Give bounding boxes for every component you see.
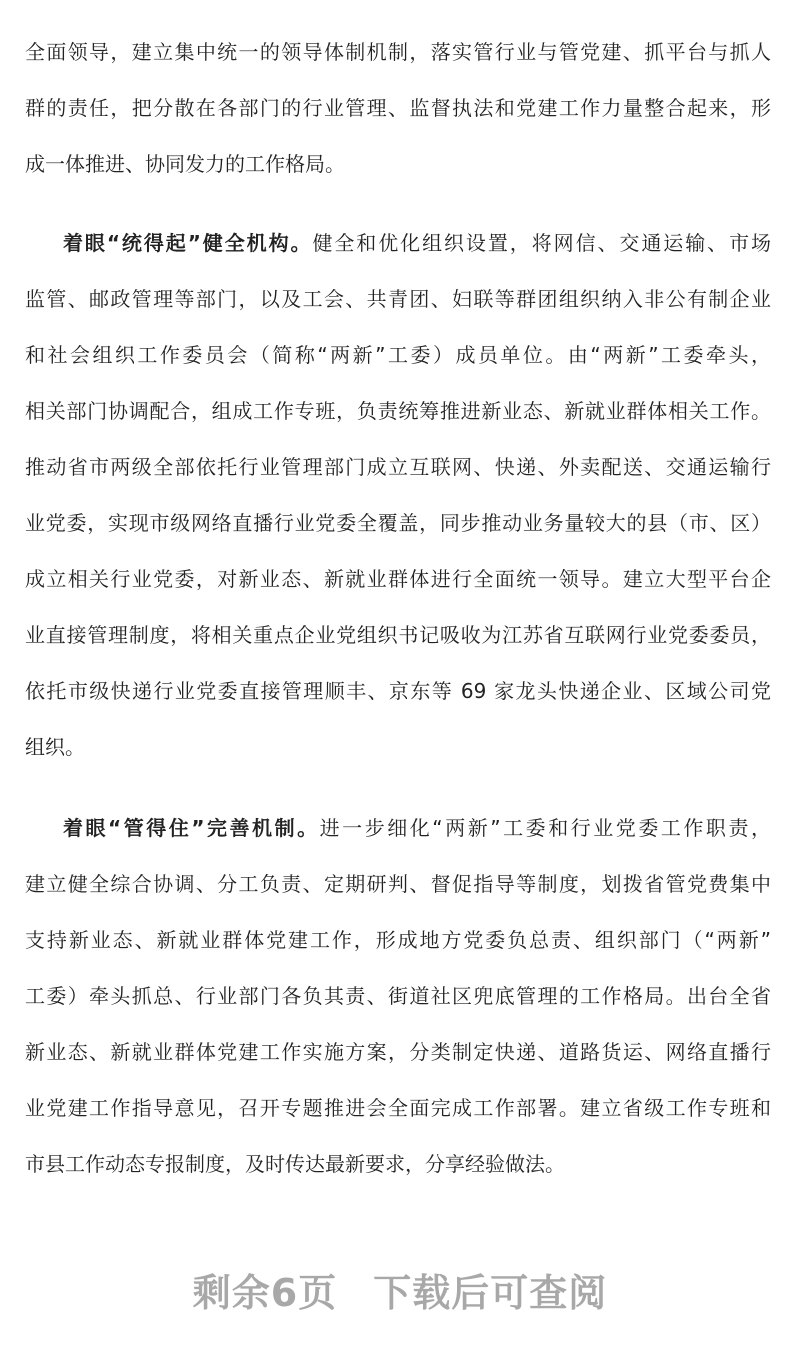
text-line: 组织。	[25, 735, 85, 759]
text-span: 健全和优化组织设置，将网信、交通运输、市场	[312, 231, 772, 255]
text-line: 监管、邮政管理等部门，以及工会、共青团、妇联等群团组织纳入非公有制企业	[25, 287, 771, 311]
text-line: 工委）牵头抓总、行业部门各负其责、街道社区兜底管理的工作格局。出台全省	[25, 984, 771, 1008]
text-line: 全面领导，建立集中统一的领导体制机制，落实管行业与管党建、抓平台与抓人	[25, 40, 771, 64]
text-line: 和社会组织工作委员会（简称“两新”工委）成员单位。由“两新”工委牵头，	[25, 343, 771, 367]
text-line: 群的责任，把分散在各部门的行业管理、监督执法和党建工作力量整合起来，形	[25, 96, 771, 120]
paragraph-heading: 着眼“管得住”完善机制。	[63, 816, 320, 840]
text-line: 相关部门协调配合，组成工作专班，负责统筹推进新业态、新就业群体相关工作。	[25, 399, 771, 423]
paragraph-1	[25, 24, 771, 192]
download-to-read-label: 下载后可查阅	[373, 1271, 608, 1315]
text-line: 成立相关行业党委，对新业态、新就业群体进行全面统一领导。建立大型平台企	[25, 567, 771, 591]
text-line: 业党委，实现市级网络直播行业党委全覆盖，同步推动业务量较大的县（市、区）	[25, 511, 771, 535]
text-line: 成一体推进、协同发力的工作格局。	[25, 152, 345, 176]
text-line: 业党建工作指导意见，召开专题推进会全面完成工作部署。建立省级工作专班和	[25, 1096, 771, 1120]
text-line: 业直接管理制度，将相关重点企业党组织书记吸收为江苏省互联网行业党委委员，	[25, 623, 771, 647]
download-prompt[interactable]	[0, 1262, 800, 1317]
text-line: 推动省市两级全部依托行业管理部门成立互联网、快递、外卖配送、交通运输行	[25, 455, 771, 479]
text-line	[25, 800, 771, 856]
remaining-pages-label: 剩余6页	[192, 1271, 338, 1315]
text-line: 建立健全综合协调、分工负责、定期研判、督促指导等制度，划拨省管党费集中	[25, 872, 771, 896]
text-line: 支持新业态、新就业群体党建工作，形成地方党委负总责、组织部门（“两新”	[25, 928, 771, 952]
paragraph-heading: 着眼“统得起”健全机构。	[63, 231, 313, 255]
text-line	[25, 215, 771, 271]
paragraph-3	[25, 800, 771, 1192]
text-line: 新业态、新就业群体党建工作实施方案，分类制定快递、道路货运、网络直播行	[25, 1040, 771, 1064]
text-line: 依托市级快递行业党委直接管理顺丰、京东等 69 家龙头快递企业、区域公司党	[25, 679, 771, 703]
text-line: 市县工作动态专报制度，及时传达最新要求，分享经验做法。	[25, 1152, 565, 1176]
text-span: 进一步细化“两新”工委和行业党委工作职责，	[319, 816, 771, 840]
paragraph-2	[25, 215, 771, 775]
